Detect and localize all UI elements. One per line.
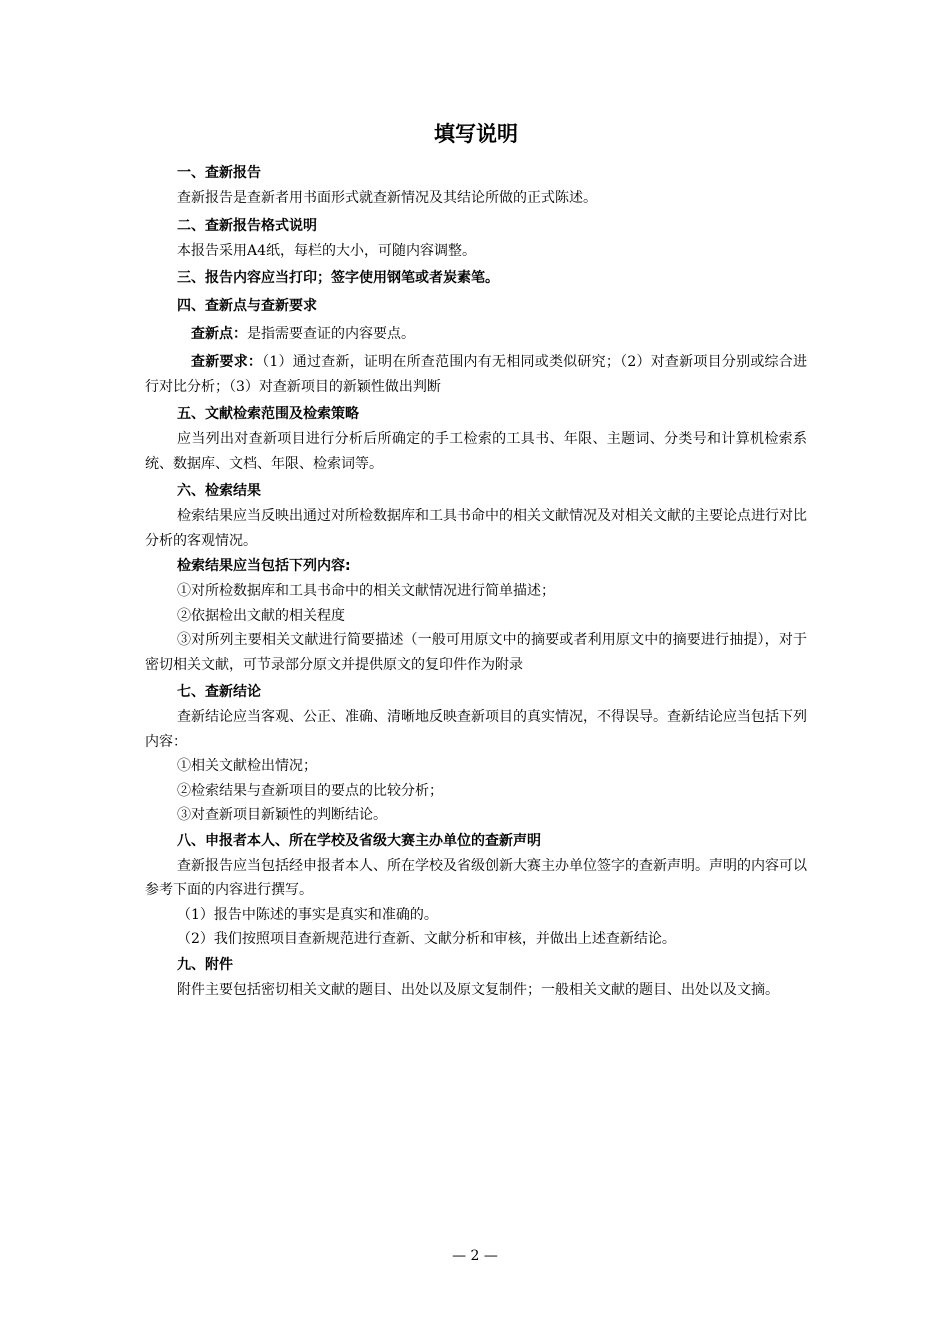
section-5-heading: 五、文献检索范围及检索策略: [177, 406, 359, 422]
list-item: ③对查新项目新颖性的判断结论。: [177, 807, 387, 823]
page-title: 填写说明: [434, 122, 518, 146]
section-4-heading: 四、查新点与查新要求: [177, 298, 317, 314]
section-8-heading: 八、申报者本人、所在学校及省级大赛主办单位的查新声明: [177, 832, 541, 849]
section-1-text: 查新报告是查新者用书面形式就查新情况及其结论所做的正式陈述。: [177, 190, 597, 206]
section-2-text: 本报告采用A4纸，每栏的大小，可随内容调整。: [177, 242, 477, 259]
section-7-heading: 七、查新结论: [177, 684, 261, 700]
page-number: — 2 —: [452, 1248, 498, 1264]
section-7-text: 查新结论应当客观、公正、准确、清晰地反映查新项目的真实情况，不得误导。查新结论应当包括下列内容：: [145, 709, 807, 750]
section-6-heading: 六、检索结果: [177, 483, 261, 499]
novelty-requirements-text: （1）通过查新，证明在所查范围内有无相同或类似研究；（2）对查新项目分别或综合进行对比分析；（3）对查新项目的新颖性做出判断: [145, 354, 808, 395]
list-item: ①对所检数据库和工具书命中的相关文献情况进行简单描述；: [177, 583, 555, 599]
section-3-heading: 三、报告内容应当打印；签字使用钢笔或者炭素笔。: [177, 270, 499, 286]
list-item: （2）我们按照项目查新规范进行查新、文献分析和审核，并做出上述查新结论。: [177, 931, 676, 947]
novelty-point-label: 查新点：: [191, 326, 247, 342]
section-6-subheading: 检索结果应当包括下列内容:: [177, 558, 351, 574]
section-8-text: 查新报告应当包括经申报者本人、所在学校及省级创新大赛主办单位签字的查新声明。声明的内容可以参考下面的内容进行撰写。: [145, 857, 807, 898]
list-item: ②检索结果与查新项目的要点的比较分析；: [177, 782, 443, 799]
novelty-requirements: [145, 350, 807, 399]
section-9-heading: 九、附件: [177, 956, 233, 973]
novelty-point: [145, 322, 807, 347]
section-9-text: 附件主要包括密切相关文献的题目、出处以及原文复制件；一般相关文献的题目、出处以及文摘。: [177, 981, 779, 998]
section-2-heading: 二、查新报告格式说明: [177, 217, 317, 234]
list-item: ③对所列主要相关文献进行简要描述（一般可用原文中的摘要或者利用原文中的摘要进行抽提），对于密切相关文献，可节录部分原文并提供原文的复印件作为附录: [145, 632, 807, 673]
list-item: ①相关文献检出情况；: [177, 758, 317, 774]
list-item: ②依据检出文献的相关程度: [177, 607, 345, 624]
document-page: [145, 118, 807, 1002]
section-1-heading: 一、查新报告: [177, 165, 261, 181]
novelty-point-text: 是指需要查证的内容要点。: [247, 326, 415, 342]
section-6-text: 检索结果应当反映出通过对所检数据库和工具书命中的相关文献情况及对相关文献的主要论点进行对比分析的客观情况。: [145, 508, 807, 549]
novelty-requirements-label: 查新要求：: [191, 354, 263, 370]
section-5-text: 应当列出对查新项目进行分析后所确定的手工检索的工具书、年限、主题词、分类号和计算机检索系统、数据库、文档、年限、检索词等。: [145, 431, 807, 472]
list-item: （1）报告中陈述的事实是真实和准确的。: [177, 906, 438, 923]
